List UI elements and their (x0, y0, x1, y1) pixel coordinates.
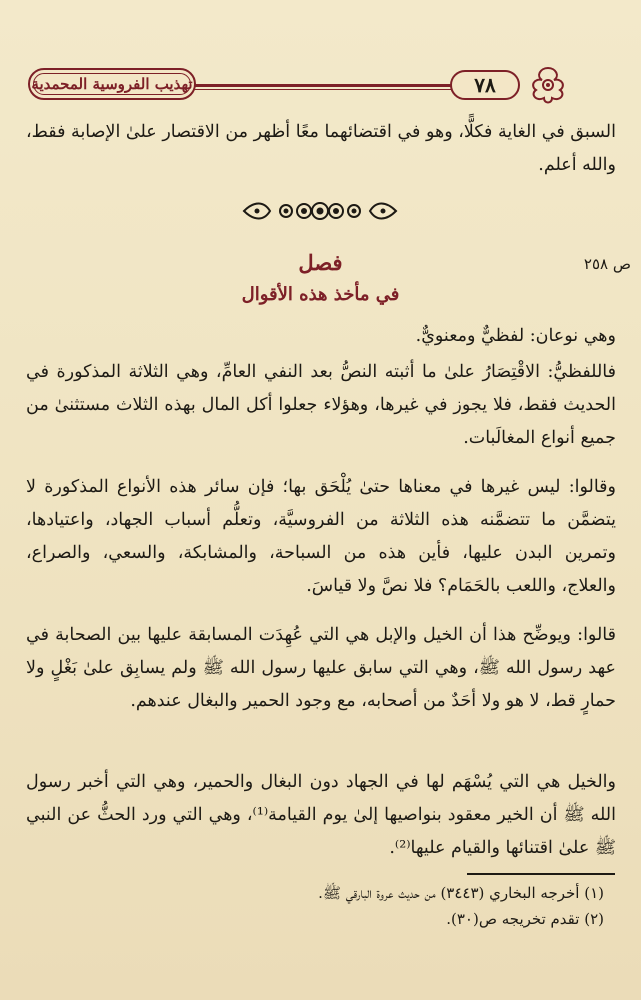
footnotes (26, 880, 604, 932)
page-number-box (450, 70, 520, 100)
book-title: تهذيب الفروسية المحمدية (31, 75, 193, 93)
paragraph-lafzi: فاللفظيُّ: الاقْتِصَارُ علىٰ ما أثبته النصُّ بعد النفي العامِّ، وهي الثلاثة المذكورة في الحديث فقط، فلا يجوز في غيرها، وهؤلاء جعلوا أكل المال بهذه الثلاث مستثنىٰ من جميع أنواع المغالَبات. (26, 362, 616, 448)
footnote-2: (٢) تقدم تخريجه ص(٣٠). (446, 910, 604, 928)
paragraph-continuation: السبق في الغاية فكلًّا، وهو في اقتضائهما معًا أظهر من الاقتصار علىٰ الإصابة فقط، والله أعلم. (26, 122, 616, 175)
section-subheading: في مأخذ هذه الأقوال (241, 284, 400, 305)
margin-page-reference: ص ٢٥٨ (583, 255, 631, 273)
paragraph-khayl: والخيل هي التي يُسْهَم لها في الجهاد دون البغال والحمير، وهي التي أخبر رسول الله ﷺ أن الخير معقود بنواصيها إلىٰ يوم القيامة⁽¹⁾، وهي التي ورد الحثُّ عن النبي ﷺ علىٰ اقتنائها والقيام عليها⁽²⁾. (26, 772, 616, 858)
paragraph-types: وهي نوعان: لفظيٌّ ومعنويٌّ. (415, 326, 616, 346)
header-rule-thin (192, 89, 464, 90)
paragraph-qalu-2: قالوا: ويوضِّح هذا أن الخيل والإبل هي التي عُهِدَت المسابقة عليها بين الصحابة في عهد رسول الله ﷺ، وهي التي سابق عليها رسول الله ﷺ ولم يسابِق علىٰ بَغْلٍ ولا حمارٍ قط، لا هو ولا أحَدٌ من أصحابه، مع وجود الحمير والبغال عندهم. (26, 625, 616, 711)
section-heading: فصل (298, 250, 343, 275)
header-ornament-icon (526, 64, 570, 106)
book-title-cartouche (28, 68, 196, 100)
paragraph-qalu-1: وقالوا: ليس غيرها في معناها حتىٰ يُلْحَق بها؛ فإن سائر هذه الأنواع المذكورة لا يتضمَّن ما تتضمَّنه هذه الثلاثة من الفروسيَّة، وتعلُّم أسباب الجهاد، واعتيادها، وتمرين البدن عليها، فأين هذه من السباحة، والمشابكة، والسعي، والصراع، والعلاج، واللعب بالحَمَام؟ فلا نصَّ ولا قياسَ. (26, 477, 616, 596)
footnote-separator (467, 873, 615, 875)
page-header (22, 62, 582, 108)
footnote-1: (١) أخرجه البخاري (٣٤٤٣) من حديث عروة البارقي ﷺ. (318, 884, 604, 902)
page-number: ٧٨ (474, 73, 496, 97)
divider-ornament-icon (240, 196, 400, 226)
header-rule (192, 84, 464, 87)
